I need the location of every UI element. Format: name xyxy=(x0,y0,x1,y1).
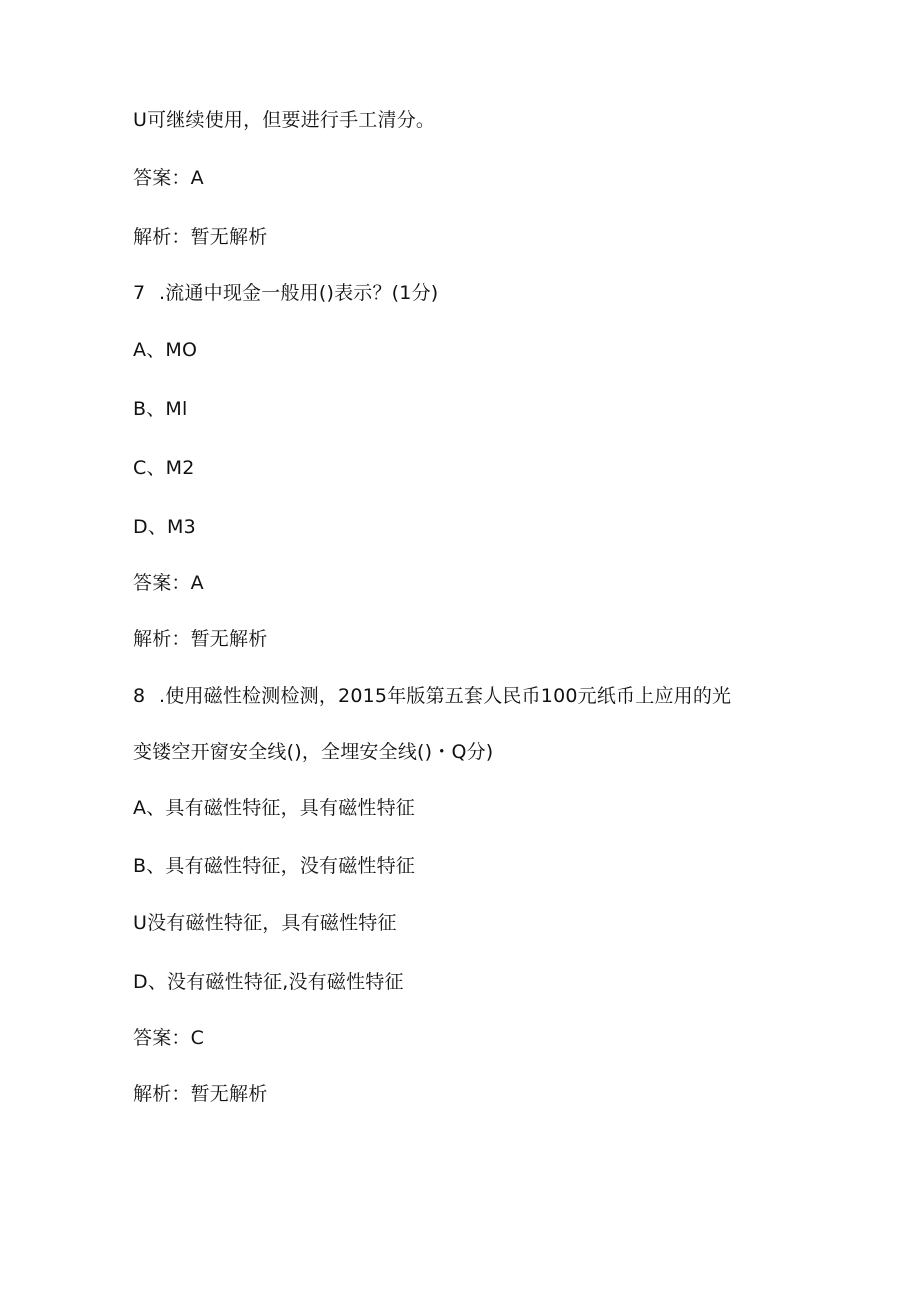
prev-option-c-text: U可继续使用，但要进行手工清分。 xyxy=(133,109,436,131)
q7-option-b: B、Ml xyxy=(133,398,188,420)
q8-option-d: D、没有磁性特征,没有磁性特征 xyxy=(133,971,404,993)
q8-stem-1: .使用磁性检测检测，2015年版第五套人民币100元纸币上应用的光 xyxy=(159,685,732,707)
q7-option-d: D、M3 xyxy=(133,516,196,538)
q7-option-c: C、M2 xyxy=(133,457,195,479)
q8-number: 8 xyxy=(133,685,146,707)
q8-option-a: A、具有磁性特征，具有磁性特征 xyxy=(133,797,415,819)
q8-analysis: 解析：暂无解析 xyxy=(133,1083,268,1105)
q7-analysis: 解析：暂无解析 xyxy=(133,628,268,650)
q7-option-a: A、MO xyxy=(133,339,198,361)
q7-stem-line xyxy=(133,280,438,306)
q8-stem-line-1 xyxy=(133,683,731,709)
q7-number: 7 xyxy=(133,282,146,304)
q8-stem-line-2: 变镂空开窗安全线()，全埋安全线()・Q分) xyxy=(133,741,494,763)
q7-answer: 答案：A xyxy=(133,572,204,594)
q8-option-c: U没有磁性特征，具有磁性特征 xyxy=(133,912,397,934)
q7-stem: .流通中现金一般用()表示？(1分) xyxy=(159,282,439,304)
q8-answer: 答案：C xyxy=(133,1027,205,1049)
q8-option-b: B、具有磁性特征，没有磁性特征 xyxy=(133,855,416,877)
prev-answer: 答案：A xyxy=(133,167,204,189)
prev-analysis: 解析：暂无解析 xyxy=(133,226,268,248)
